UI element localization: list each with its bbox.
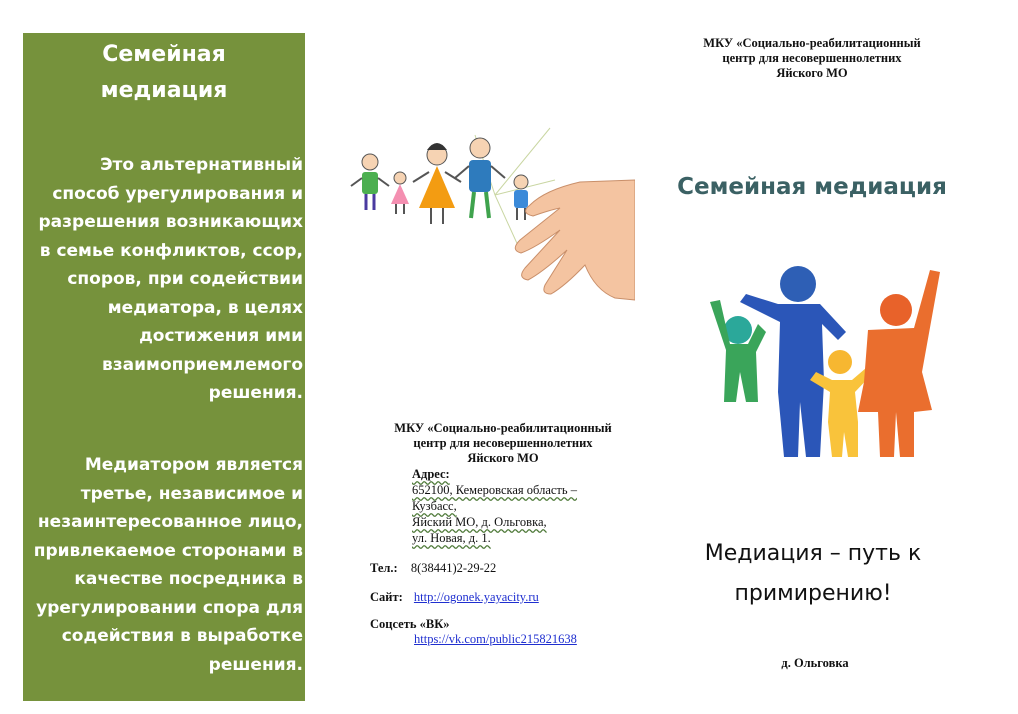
address-line: Кузбасс, (412, 499, 457, 513)
phone-row (370, 561, 496, 576)
site-row (370, 590, 539, 605)
brochure-title: Семейная медиация (677, 174, 947, 200)
text-line: достижения ими (139, 326, 303, 346)
text-line: незаинтересованное лицо, (37, 512, 303, 532)
social-link[interactable]: https://vk.com/public215821638 (414, 632, 577, 646)
children-drawing-image (345, 120, 635, 315)
middle-org-name (362, 421, 644, 466)
text-line: споров, при содействии (67, 269, 303, 289)
address-line: ул. Новая, д. 1. (412, 531, 491, 545)
site-label: Сайт: (370, 590, 403, 604)
text-line: в семье конфликтов, ссор, (39, 240, 303, 261)
text-line: Медиатором является (84, 455, 303, 475)
text-line: урегулировании спора для (36, 597, 303, 618)
text-line: разрешения возникающих (38, 212, 303, 232)
org-line: центр для несовершеннолетних (722, 51, 902, 65)
text-line: способ урегулирования и (52, 183, 303, 204)
org-line: МКУ «Социально-реабилитационный (394, 421, 612, 435)
slogan (672, 534, 954, 614)
title-line: Семейная (102, 42, 226, 67)
definition-paragraph (25, 151, 303, 408)
text-line: третье, независимое и (80, 483, 303, 504)
org-line: Яйского МО (467, 451, 539, 465)
village-name: д. Ольговка (781, 656, 849, 670)
left-panel-title (23, 37, 305, 109)
site-link[interactable]: http://ogonek.yayacity.ru (413, 590, 539, 604)
text-line: взаимоприемлемого (102, 354, 303, 375)
text-line: привлекаемое сторонами в (33, 540, 303, 561)
address-block (412, 466, 632, 546)
text-line: решения. (208, 383, 303, 403)
slogan-line: примирению! (734, 581, 892, 606)
address-label: Адрес: (412, 467, 450, 481)
social-link-row (414, 632, 577, 647)
left-green-panel (23, 33, 305, 701)
family-silhouette-image (700, 262, 945, 462)
text-line: медиатора, в целях (107, 297, 303, 318)
org-line: центр для несовершеннолетних (413, 436, 593, 450)
org-line: МКУ «Социально-реабилитационный (703, 36, 921, 50)
phone-number: 8(38441)2-29-22 (410, 561, 497, 575)
right-org-name (662, 36, 962, 81)
slogan-line: Медиация – путь к (704, 541, 922, 566)
address-line: 652100, Кемеровская область – (412, 483, 577, 497)
mediator-paragraph (25, 451, 303, 679)
text-line: Это альтернативный (100, 155, 303, 175)
text-line: качестве посредника в (74, 569, 303, 589)
social-label: Соцсеть «ВК» (370, 617, 450, 631)
phone-label: Тел.: (370, 561, 398, 575)
text-line: решения. (208, 654, 303, 675)
address-line: Яйский МО, д. Ольговка, (412, 515, 547, 529)
text-line: содействия в выработке (61, 626, 303, 646)
title-line: медиация (100, 78, 228, 103)
social-label-row (370, 617, 450, 632)
org-line: Яйского МО (776, 66, 848, 80)
